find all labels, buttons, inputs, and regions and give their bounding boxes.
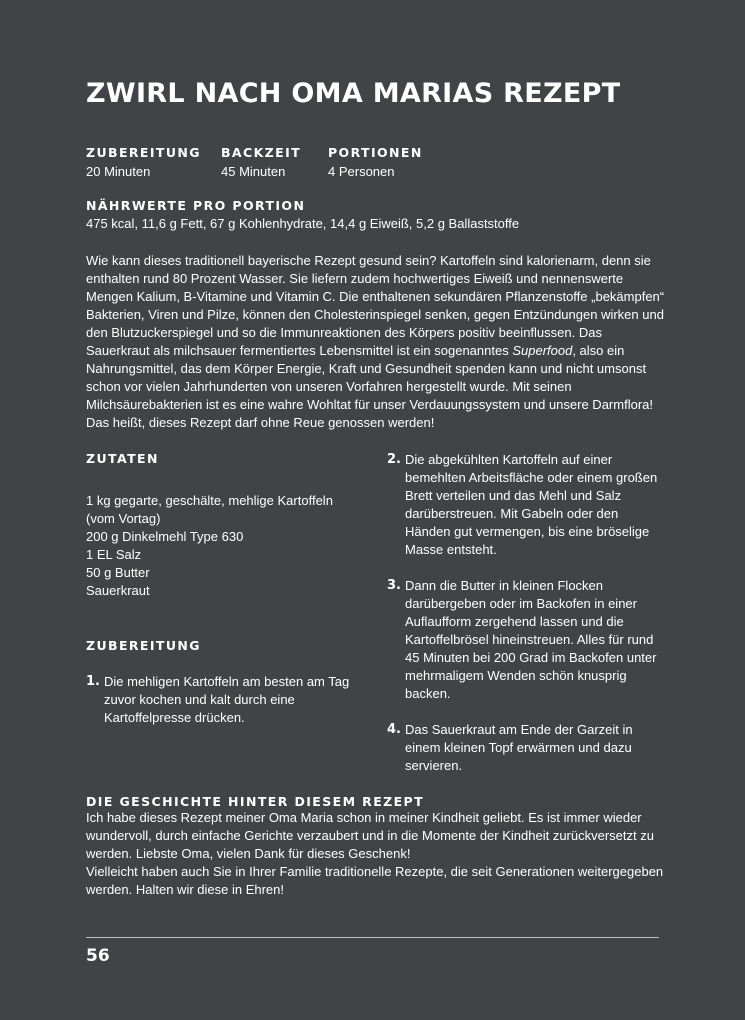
step-number: 1. [86, 674, 100, 689]
story-heading: DIE GESCHICHTE HINTER DIESEM REZEPT [86, 794, 425, 809]
preparation-heading: ZUBEREITUNG [86, 638, 201, 653]
step-text: Die mehligen Kartoffeln am besten am Tag zuvor kochen und kalt durch eine Kartoffelpresse drücken. [104, 674, 350, 725]
preparation-step [86, 673, 366, 727]
step-number: 2. [387, 452, 401, 467]
ingredient-item: 1 EL Salz [86, 547, 142, 562]
preparation-step [387, 451, 667, 559]
page-number: 56 [86, 946, 110, 966]
step-text: Dann die Butter in kleinen Flocken darübergeben oder im Backofen in einer Auflaufform zergehend lassen und die Kartoffelbrösel hineinstreuen. Alles für rund 45 Minuten bei 200 Grad im Backofen unter mehrmaligem Wenden schön knusprig backen. [405, 578, 657, 701]
preparation-step [387, 577, 667, 703]
preparation-step [387, 721, 667, 775]
footer-divider [86, 937, 659, 938]
intro-text: Wie kann dieses traditionell bayerische Rezept gesund sein? Kartoffeln sind kalorienarm, denn sie enthalten rund 80 Prozent Wasser. Sie liefern zudem hochwertiges Eiweiß und nennenswerte Mengen Kalium, B-Vitamine und Vitamin C. Die enthaltenen sekundären Pflanzenstoffe „bekämpfen“ Bakterien, Viren und Pilze, können den Cholesterinspiegel senken, gegen Entzündungen wirken und den Blutzuckerspiegel und so die Immunreaktionen des Körpers positiv beeinflussen. Das Sauerkraut als milchsauer fermentiertes Lebensmittel ist ein sogenanntes [86, 253, 665, 358]
ingredient-item: 1 kg gegarte, geschälte, mehlige Kartoffeln [86, 493, 333, 508]
meta-prep-time [86, 145, 201, 181]
step-text: Die abgekühlten Kartoffeln auf einer bemehlten Arbeitsfläche oder einem großen Brett verteilen und das Mehl und Salz darüberstreuen. Mit Gabeln oder den Händen gut vermengen, bis eine bröselige Masse entsteht. [405, 452, 658, 557]
intro-emphasis: Superfood [512, 343, 573, 358]
meta-value: 4 Personen [328, 164, 395, 179]
story-section [86, 794, 666, 899]
meta-bake-time [221, 145, 301, 181]
meta-value: 45 Minuten [221, 164, 286, 179]
right-column [387, 451, 667, 775]
nutrition-section [86, 198, 666, 233]
story-paragraph: Vielleicht haben auch Sie in Ihrer Familie traditionelle Rezepte, die seit Generationen weitergegeben werden. Halten wir diese in Ehren! [86, 864, 664, 897]
ingredient-item: (vom Vortag) [86, 511, 161, 526]
step-number: 3. [387, 578, 401, 593]
ingredient-item: Sauerkraut [86, 583, 150, 598]
ingredients-heading: ZUTATEN [86, 451, 159, 466]
step-text: Das Sauerkraut am Ende der Garzeit in einem kleinen Topf erwärmen und dazu servieren. [405, 722, 633, 773]
intro-text: , also ein Nahrungsmittel, das dem Körper Energie, Kraft und Gesundheit spenden kann und nicht umsonst schon vor vielen Jahrhunderten von unseren Vorfahren hergestellt wurde. Mit seinen Milchsäurebakterien ist es eine wahre Wohltat für unser Verdauungssystem und unsere Darmflora! Das heißt, dieses Rezept darf ohne Reue genossen werden! [86, 343, 653, 430]
meta-label: BACKZEIT [221, 145, 302, 160]
nutrition-label: NÄHRWERTE PRO PORTION [86, 198, 306, 213]
meta-label: PORTIONEN [328, 145, 423, 160]
nutrition-value: 475 kcal, 11,6 g Fett, 67 g Kohlenhydrate, 14,4 g Eiweiß, 5,2 g Ballaststoffe [86, 216, 520, 231]
step-number: 4. [387, 722, 401, 737]
intro-paragraph [86, 252, 666, 432]
meta-portions [328, 145, 423, 181]
story-paragraph: Ich habe dieses Rezept meiner Oma Maria schon in meiner Kindheit geliebt. Es ist immer wieder wundervoll, durch einfache Gerichte verzaubert und in die Momente der Kindheit zurückversetzt zu werden. Liebste Oma, vielen Dank für dieses Geschenk! [86, 810, 654, 861]
left-column [86, 451, 366, 727]
meta-label: ZUBEREITUNG [86, 145, 201, 160]
ingredient-item: 50 g Butter [86, 565, 150, 580]
ingredient-item: 200 g Dinkelmehl Type 630 [86, 529, 244, 544]
recipe-title: ZWIRL NACH OMA MARIAS REZEPT [86, 78, 621, 109]
ingredients-list [86, 492, 366, 600]
meta-value: 20 Minuten [86, 164, 151, 179]
